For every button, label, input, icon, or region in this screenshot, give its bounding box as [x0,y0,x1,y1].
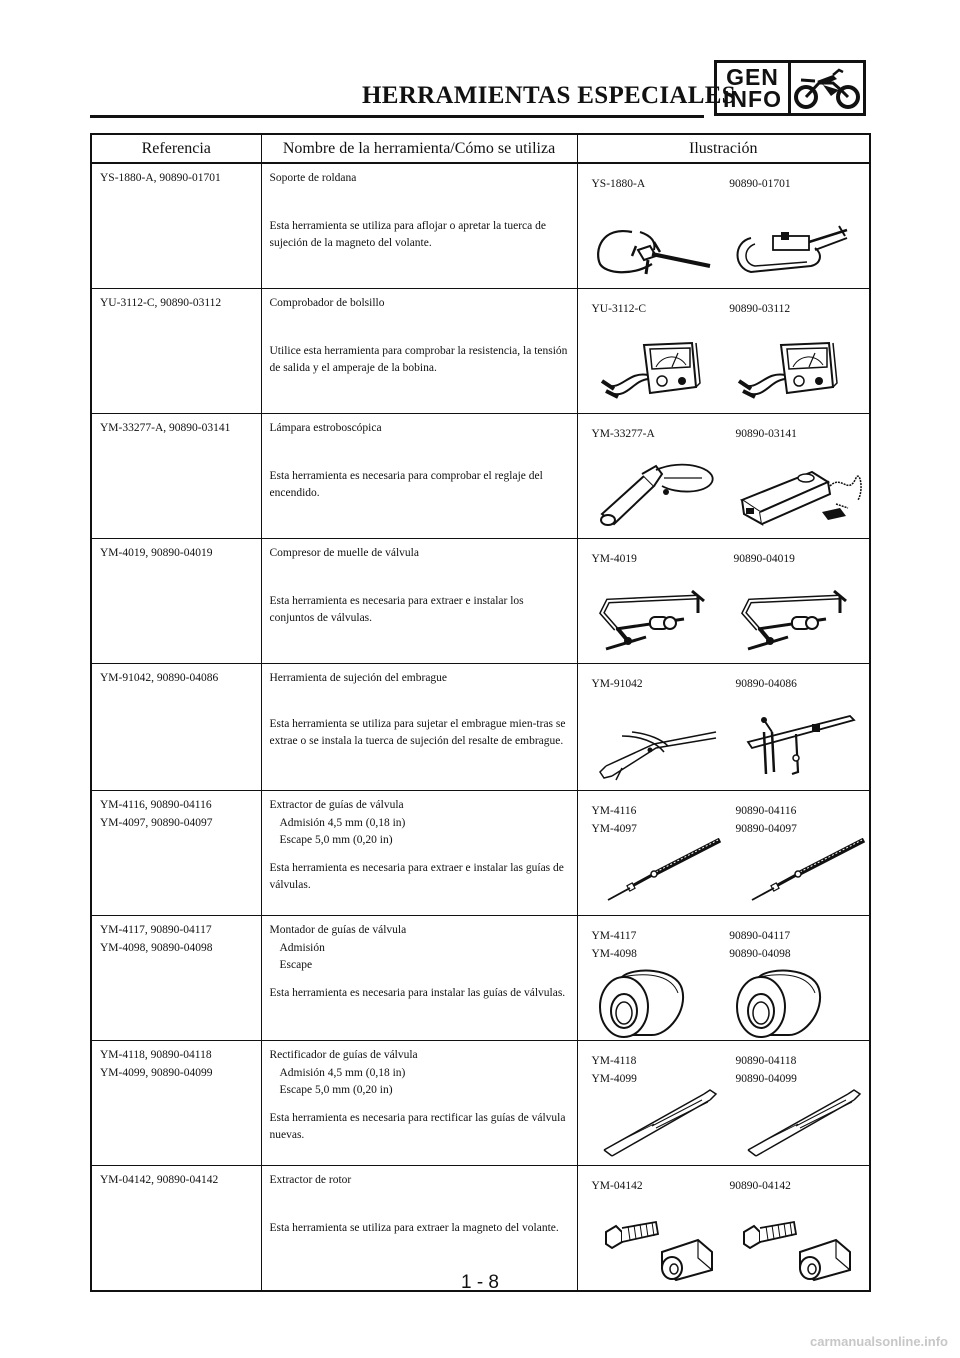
tool-code: YM-4116 [591,805,637,817]
tool-code: 90890-03112 [729,303,791,315]
tool-code: 90890-04117 [729,930,791,942]
tool-code: YU-3112-C [591,303,647,315]
badge-line-info: INFO [723,86,782,112]
tool-name: Montador de guías de válvula [269,924,407,936]
reference-cell [91,791,261,916]
tool-spec: Escape [279,959,313,971]
tool-name-cell [261,539,577,664]
illustration-codes [729,301,853,319]
tool-name: Extractor de rotor [269,1174,352,1186]
reference-code: YM-4019, 90890-04019 [100,547,213,559]
tool-usage: Utilice esta herramienta para comprobar la resistencia, la tensión de salida y el amperaje de la bobina. [269,344,568,374]
illustration-codes [729,928,853,963]
illustration-codes [592,676,722,694]
table-row [91,414,870,539]
valve-guide-reamer-icon [592,1088,722,1162]
illustration-codes [729,176,853,194]
tool-usage: Esta herramienta es necesaria para rectificar las guías de válvula nuevas. [269,1111,566,1141]
tool-usage: Esta herramienta se utiliza para extraer la magneto del volante. [269,1221,559,1234]
tool-code: YM-4098 [591,947,637,960]
illustration-a [586,420,730,534]
illustration-codes [592,803,722,838]
valve-guide-remover-icon [592,838,722,912]
tool-code: YM-4099 [591,1072,637,1085]
page-number: 1 - 8 [460,1272,500,1293]
illustration-a [586,922,724,1036]
illustration-codes [592,301,716,319]
tool-name-cell [261,664,577,791]
tool-code: YM-33277-A [591,428,655,440]
tool-name: Rectificador de guías de válvula [269,1049,418,1061]
reference-cell [91,163,261,289]
column-header-reference: Referencia [91,134,261,163]
illustration-a [586,1172,724,1286]
reference-code: YM-4098, 90890-04098 [100,941,213,954]
watermark: carmanualsonline.info [810,1334,948,1349]
table-row [91,916,870,1041]
reference-cell [91,289,261,414]
table-row [91,1041,870,1166]
illustration-b [730,420,874,534]
table-row [91,539,870,664]
illustration-codes [736,676,860,694]
illustration-cell [577,791,870,916]
illustration-a [586,170,724,284]
illustration-b [730,1047,874,1161]
tool-spec: Admisión 4,5 mm (0,18 in) [279,816,406,829]
tool-code: YM-4118 [591,1055,637,1067]
reference-code: YM-04142, 90890-04142 [100,1174,219,1186]
reference-code: YM-4116, 90890-04116 [100,799,212,811]
illustration-cell [577,163,870,289]
sheave-holder-alt-icon [729,220,853,284]
tool-spec: Escape 5,0 mm (0,20 in) [279,1084,393,1096]
reference-code: YM-91042, 90890-04086 [100,672,219,684]
tool-usage: Esta herramienta es necesaria para extraer e instalar las guías de válvulas. [269,861,564,891]
special-tools-table [90,133,871,1292]
tool-name-cell [261,163,577,289]
illustration-cell [577,664,870,791]
table-row [91,289,870,414]
tool-usage: Esta herramienta es necesaria para comprobar el reglaje del encendido. [269,469,543,499]
pocket-tester-alt-icon [729,341,853,409]
tool-code: YM-4097 [591,822,637,835]
tool-name-cell [261,289,577,414]
reference-code: YM-4117, 90890-04117 [100,924,212,936]
reference-cell [91,916,261,1041]
illustration-cell [577,414,870,539]
clutch-holder-bar-icon [736,712,860,786]
tool-usage: Esta herramienta se utiliza para sujetar el embrague mien-tras se extrae o se instala la tuerca de sujeción del resalte de embrague. [269,717,566,747]
reference-code: YS-1880-A, 90890-01701 [100,172,221,184]
tool-code: YM-91042 [591,678,643,690]
tool-code: YS-1880-A [591,178,646,190]
illustration-codes [736,426,866,444]
tool-usage: Esta herramienta es necesaria para extraer e instalar los conjuntos de válvulas. [269,594,524,624]
tool-name-cell [261,791,577,916]
badge-line-gen: GEN [726,64,779,90]
illustration-codes [734,551,862,569]
valve-spring-compressor-alt-icon [734,589,862,659]
illustration-a [586,670,730,786]
tool-name: Lámpara estroboscópica [269,422,382,434]
reference-cell [91,539,261,664]
illustration-cell [577,916,870,1041]
column-header-name: Nombre de la herramienta/Cómo se utiliza [261,134,577,163]
illustration-cell [577,1041,870,1166]
illustration-codes [592,1053,722,1088]
tool-name-cell [261,414,577,539]
tool-name: Comprobador de bolsillo [269,297,385,309]
illustration-codes [592,426,722,444]
valve-spring-compressor-icon [592,589,720,659]
valve-guide-remover-alt-icon [736,838,866,912]
illustration-codes [592,928,716,963]
tool-spec: Admisión 4,5 mm (0,18 in) [279,1066,406,1079]
tool-code: 90890-01701 [729,178,791,190]
page-title: HERRAMIENTAS ESPECIALES [362,82,736,109]
table-row [91,791,870,916]
reference-code: YM-33277-A, 90890-03141 [100,422,231,434]
reference-cell [91,414,261,539]
tool-code: 90890-04142 [729,1180,791,1192]
illustration-b [723,170,861,284]
illustration-b [724,1172,862,1286]
reference-code: YM-4118, 90890-04118 [100,1049,212,1061]
table-row [91,163,870,289]
tool-code: 90890-04099 [735,1072,797,1085]
illustration-a [586,1047,730,1161]
gen-info-badge [714,60,866,116]
table-row [91,664,870,791]
illustration-cell [577,539,870,664]
illustration-b [730,797,874,911]
tool-code: 90890-04118 [735,1055,797,1067]
tool-code: 90890-03141 [735,428,797,440]
timing-light-icon [592,460,722,534]
illustration-a [586,545,728,659]
header-rule [90,115,704,118]
tool-code: YM-04142 [591,1180,643,1192]
tool-name-cell [261,916,577,1041]
reference-code: YM-4097, 90890-04097 [100,816,213,829]
illustration-codes [592,551,720,569]
tool-name: Extractor de guías de válvula [269,799,404,811]
illustration-b [730,670,868,786]
pocket-tester-icon [592,341,716,409]
tool-usage: Esta herramienta se utiliza para aflojar o apretar la tuerca de sujeción de la magneto del volante. [269,219,546,249]
valve-guide-installer-alt-icon [729,963,853,1047]
reference-code: YU-3112-C, 90890-03112 [100,297,222,309]
illustration-cell [577,289,870,414]
tool-spec: Admisión [279,941,325,954]
timing-light-alt-icon [736,460,866,534]
tool-usage: Esta herramienta es necesaria para instalar las guías de válvulas. [269,986,566,999]
illustration-a [586,295,724,409]
tool-code: 90890-04116 [735,805,797,817]
illustration-codes [736,803,866,838]
reference-cell [91,664,261,791]
tool-code: 90890-04019 [733,553,795,565]
tool-name: Compresor de muelle de válvula [269,547,419,559]
illustration-b [723,295,861,409]
illustration-b [723,922,861,1036]
clutch-holder-pliers-icon [592,718,722,786]
tool-rows [91,163,870,1291]
tool-code: YM-4117 [591,930,637,942]
tool-code: 90890-04097 [735,822,797,835]
tool-code: 90890-04098 [729,947,791,960]
reference-cell [91,1041,261,1166]
column-header-illustration: Ilustración [577,134,870,163]
tool-name-cell [261,1041,577,1166]
gen-info-label [717,63,791,113]
sheave-holder-icon [592,220,716,284]
tool-name: Herramienta de sujeción del embrague [269,672,448,684]
tool-code: YM-4019 [591,553,637,565]
illustration-a [586,797,730,911]
illustration-codes [592,176,716,194]
illustration-codes [736,1053,866,1088]
illustration-codes [730,1178,854,1196]
motorcycle-icon [791,63,863,113]
illustration-codes [592,1178,716,1196]
valve-guide-reamer-alt-icon [736,1088,866,1162]
tool-spec: Escape 5,0 mm (0,20 in) [279,834,393,846]
tool-name: Soporte de roldana [269,172,357,184]
illustration-b [728,545,870,659]
tool-code: 90890-04086 [735,678,797,690]
reference-code: YM-4099, 90890-04099 [100,1066,213,1079]
valve-guide-installer-icon [592,963,716,1047]
